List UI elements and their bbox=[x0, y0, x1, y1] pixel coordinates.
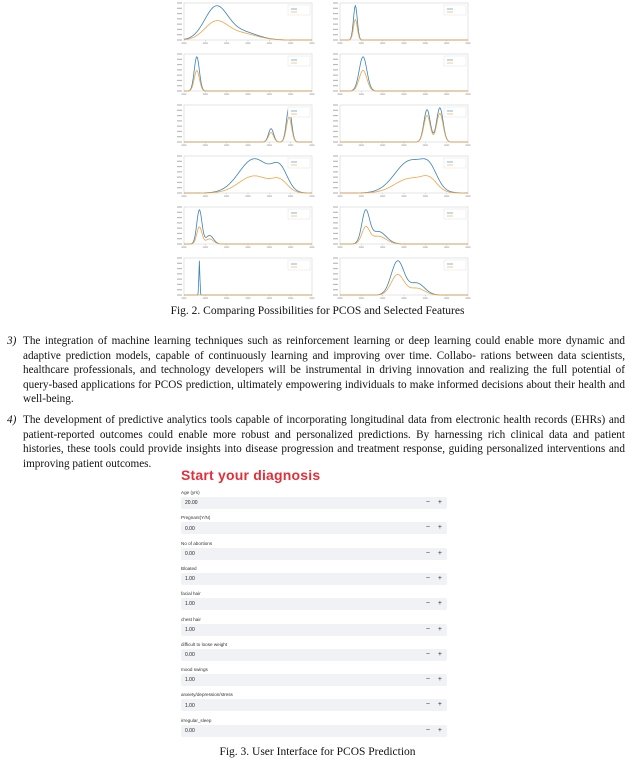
kde-plot-panel bbox=[326, 0, 472, 48]
y-tick-label-glyph bbox=[177, 243, 182, 244]
y-tick-label-glyph bbox=[333, 136, 338, 137]
number-input-field bbox=[181, 591, 447, 615]
y-tick-label-glyph bbox=[333, 64, 338, 65]
decrement-button[interactable]: − bbox=[425, 625, 430, 633]
density-curve-series-1 bbox=[340, 113, 468, 142]
field-value: 0.00 bbox=[185, 727, 195, 734]
x-tick-label-glyph bbox=[359, 247, 364, 248]
x-tick-label-glyph bbox=[423, 247, 428, 248]
y-tick-label-glyph bbox=[333, 53, 338, 54]
y-tick-label-glyph bbox=[177, 289, 182, 290]
y-tick-label-glyph bbox=[333, 257, 338, 258]
decrement-button[interactable]: − bbox=[425, 650, 430, 658]
y-tick-label-glyph bbox=[333, 161, 338, 162]
y-tick-label-glyph bbox=[177, 192, 182, 193]
increment-button[interactable]: + bbox=[437, 600, 442, 608]
y-tick-label-glyph bbox=[333, 24, 338, 25]
increment-button[interactable]: + bbox=[437, 499, 442, 506]
kde-plot-svg bbox=[326, 51, 472, 99]
y-tick-label-glyph bbox=[177, 212, 182, 213]
legend-box bbox=[288, 107, 310, 117]
y-tick-label-glyph bbox=[177, 263, 182, 264]
increment-button[interactable]: + bbox=[437, 625, 442, 633]
x-tick-label-glyph bbox=[182, 298, 187, 299]
y-tick-label-glyph bbox=[177, 53, 182, 54]
paragraph-text: The integration of machine learning techniques such as reinforcement learning or deep learning could enable more dynamic and adaptive prediction models, capable of continuously learning and improving over time. Collabo- rations between data scientists, healthcare professionals, and technology developers will be instrumental in driving innovation and realizing the full potential of query-based applications for PCOS prediction, ultimately empowering individuals to make informed decisions about their health and well-being. bbox=[23, 335, 625, 406]
legend-box bbox=[444, 260, 466, 270]
kde-plot-panel bbox=[170, 51, 316, 99]
x-tick-label-glyph bbox=[402, 94, 407, 95]
decrement-button[interactable]: − bbox=[425, 726, 430, 734]
y-tick-label-glyph bbox=[333, 217, 338, 218]
density-curve-series-1 bbox=[340, 274, 468, 295]
y-tick-label-glyph bbox=[333, 131, 338, 132]
x-tick-label-glyph bbox=[182, 196, 187, 197]
legend-box bbox=[444, 5, 466, 15]
y-tick-label-glyph bbox=[333, 263, 338, 264]
legend-box bbox=[288, 5, 310, 15]
x-tick-label-glyph bbox=[466, 247, 471, 248]
y-tick-label-glyph bbox=[333, 39, 338, 40]
field-label: facial hair bbox=[181, 591, 201, 597]
y-tick-label-glyph bbox=[177, 268, 182, 269]
y-tick-label-glyph bbox=[177, 217, 182, 218]
y-tick-label-glyph bbox=[333, 141, 338, 142]
x-tick-label-glyph bbox=[310, 43, 315, 44]
number-input[interactable] bbox=[181, 699, 447, 711]
y-tick-label-glyph bbox=[333, 289, 338, 290]
legend-box bbox=[444, 209, 466, 219]
kde-plot-svg bbox=[326, 102, 472, 150]
number-input-field bbox=[181, 692, 447, 716]
y-tick-label-glyph bbox=[177, 115, 182, 116]
y-tick-label-glyph bbox=[177, 228, 182, 229]
y-tick-label-glyph bbox=[333, 80, 338, 81]
y-tick-label-glyph bbox=[177, 85, 182, 86]
figure-3-app-screenshot bbox=[178, 470, 450, 744]
number-input[interactable] bbox=[181, 674, 447, 686]
x-tick-label-glyph bbox=[310, 247, 315, 248]
y-tick-label-glyph bbox=[333, 75, 338, 76]
page-title: Start your diagnosis bbox=[181, 470, 321, 483]
y-tick-label-glyph bbox=[333, 212, 338, 213]
number-input[interactable] bbox=[181, 497, 447, 509]
x-tick-label-glyph bbox=[288, 145, 293, 146]
x-tick-label-glyph bbox=[380, 94, 385, 95]
paragraph-item-4 bbox=[7, 413, 625, 471]
density-curve-series-1 bbox=[340, 70, 468, 91]
field-value: 1.00 bbox=[185, 677, 195, 684]
y-tick-label-glyph bbox=[333, 126, 338, 127]
legend-box bbox=[288, 260, 310, 270]
field-value: 1.00 bbox=[185, 601, 195, 608]
x-tick-label-glyph bbox=[310, 196, 315, 197]
y-tick-label-glyph bbox=[177, 238, 182, 239]
y-tick-label-glyph bbox=[333, 279, 338, 280]
field-value: 1.00 bbox=[185, 576, 195, 583]
x-tick-label-glyph bbox=[246, 196, 251, 197]
density-curve-series-1 bbox=[184, 70, 312, 91]
x-tick-label-glyph bbox=[466, 298, 471, 299]
y-tick-label-glyph bbox=[333, 90, 338, 91]
kde-plot-panel bbox=[326, 153, 472, 201]
x-tick-label-glyph bbox=[288, 196, 293, 197]
y-tick-label-glyph bbox=[177, 24, 182, 25]
y-tick-label-glyph bbox=[333, 222, 338, 223]
x-tick-label-glyph bbox=[338, 145, 343, 146]
y-tick-label-glyph bbox=[177, 75, 182, 76]
x-tick-label-glyph bbox=[338, 298, 343, 299]
kde-plot-svg bbox=[326, 153, 472, 201]
x-tick-label-glyph bbox=[288, 43, 293, 44]
x-tick-label-glyph bbox=[310, 145, 315, 146]
x-tick-label-glyph bbox=[466, 43, 471, 44]
y-tick-label-glyph bbox=[177, 13, 182, 14]
number-input-field bbox=[181, 566, 447, 590]
kde-plot-panel bbox=[326, 255, 472, 303]
y-tick-label-glyph bbox=[333, 233, 338, 234]
y-tick-label-glyph bbox=[177, 64, 182, 65]
x-tick-label-glyph bbox=[423, 94, 428, 95]
x-tick-label-glyph bbox=[380, 247, 385, 248]
figure-2-caption: Fig. 2. Comparing Possibilities for PCOS and Selected Features bbox=[170, 305, 465, 317]
kde-plot-svg bbox=[326, 0, 472, 48]
x-tick-label-glyph bbox=[310, 94, 315, 95]
y-tick-label-glyph bbox=[333, 171, 338, 172]
y-tick-label-glyph bbox=[177, 233, 182, 234]
y-tick-label-glyph bbox=[333, 13, 338, 14]
field-label: chest hair bbox=[181, 616, 201, 622]
y-tick-label-glyph bbox=[177, 34, 182, 35]
y-tick-label-glyph bbox=[333, 243, 338, 244]
x-tick-label-glyph bbox=[246, 298, 251, 299]
number-input[interactable] bbox=[181, 624, 447, 636]
x-tick-label-glyph bbox=[423, 145, 428, 146]
legend-box bbox=[288, 209, 310, 219]
y-tick-label-glyph bbox=[333, 115, 338, 116]
y-tick-label-glyph bbox=[333, 110, 338, 111]
density-curve-series-1 bbox=[184, 176, 312, 193]
decrement-button[interactable]: − bbox=[425, 574, 430, 582]
x-tick-label-glyph bbox=[359, 43, 364, 44]
increment-button[interactable]: + bbox=[437, 524, 442, 532]
y-tick-label-glyph bbox=[333, 268, 338, 269]
y-tick-label-glyph bbox=[177, 18, 182, 19]
legend-box bbox=[444, 107, 466, 117]
x-tick-label-glyph bbox=[444, 43, 449, 44]
y-tick-label-glyph bbox=[177, 177, 182, 178]
y-tick-label-glyph bbox=[333, 29, 338, 30]
paragraph-number: 3) bbox=[7, 335, 17, 347]
number-input[interactable] bbox=[181, 725, 447, 737]
x-tick-label-glyph bbox=[466, 145, 471, 146]
legend-box bbox=[288, 158, 310, 168]
y-tick-label-glyph bbox=[333, 166, 338, 167]
x-tick-label-glyph bbox=[444, 298, 449, 299]
y-tick-label-glyph bbox=[333, 187, 338, 188]
x-tick-label-glyph bbox=[402, 196, 407, 197]
x-tick-label-glyph bbox=[402, 298, 407, 299]
y-tick-label-glyph bbox=[333, 85, 338, 86]
x-tick-label-glyph bbox=[466, 196, 471, 197]
x-tick-label-glyph bbox=[182, 247, 187, 248]
y-tick-label-glyph bbox=[333, 2, 338, 3]
number-input-field bbox=[181, 490, 447, 514]
legend-box bbox=[444, 56, 466, 66]
x-tick-label-glyph bbox=[380, 196, 385, 197]
field-label: irregular_sleep bbox=[181, 717, 212, 723]
y-tick-label-glyph bbox=[333, 228, 338, 229]
number-input-field bbox=[181, 617, 447, 641]
paragraph-text: The development of predictive analytics tools capable of incorporating longitudinal data from electronic health records (EHRs) and patient-reported outcomes could enable more robust and personalized predictions. By harnessing rich clinical data and patient histories, these tools could provide insights into disease progression and treatment response, guiding personalized interventions and improving patient outcomes. bbox=[23, 414, 625, 470]
x-tick-label-glyph bbox=[182, 145, 187, 146]
x-tick-label-glyph bbox=[338, 43, 343, 44]
x-tick-label-glyph bbox=[444, 145, 449, 146]
field-label: Bloated bbox=[181, 565, 197, 571]
field-value: 0.00 bbox=[185, 652, 195, 659]
decrement-button[interactable]: − bbox=[425, 701, 430, 709]
kde-plot-svg bbox=[170, 102, 316, 150]
x-tick-label-glyph bbox=[224, 196, 229, 197]
number-input[interactable] bbox=[181, 548, 447, 560]
y-tick-label-glyph bbox=[177, 120, 182, 121]
y-tick-label-glyph bbox=[177, 104, 182, 105]
x-tick-label-glyph bbox=[203, 298, 208, 299]
x-tick-label-glyph bbox=[359, 298, 364, 299]
y-tick-label-glyph bbox=[177, 284, 182, 285]
figure-2-kde-grid bbox=[170, 0, 470, 302]
kde-plot-panel bbox=[326, 51, 472, 99]
y-tick-label-glyph bbox=[177, 257, 182, 258]
y-tick-label-glyph bbox=[177, 29, 182, 30]
x-tick-label-glyph bbox=[246, 94, 251, 95]
y-tick-label-glyph bbox=[333, 177, 338, 178]
field-label: Pregnant(Y/N) bbox=[181, 515, 211, 521]
y-tick-label-glyph bbox=[333, 284, 338, 285]
number-input-field bbox=[181, 541, 447, 565]
y-tick-label-glyph bbox=[177, 279, 182, 280]
kde-plot-svg bbox=[170, 51, 316, 99]
x-tick-label-glyph bbox=[310, 298, 315, 299]
kde-plot-panel bbox=[170, 255, 316, 303]
x-tick-label-glyph bbox=[267, 145, 272, 146]
x-tick-label-glyph bbox=[267, 196, 272, 197]
increment-button[interactable]: + bbox=[437, 549, 442, 557]
y-tick-label-glyph bbox=[177, 90, 182, 91]
y-tick-label-glyph bbox=[177, 166, 182, 167]
x-tick-label-glyph bbox=[359, 94, 364, 95]
paragraph-item-3 bbox=[7, 334, 625, 407]
x-tick-label-glyph bbox=[267, 247, 272, 248]
field-label: mood swings bbox=[181, 667, 208, 673]
field-label: Age (yrs) bbox=[181, 490, 200, 495]
x-tick-label-glyph bbox=[380, 43, 385, 44]
x-tick-label-glyph bbox=[203, 43, 208, 44]
x-tick-label-glyph bbox=[288, 247, 293, 248]
y-tick-label-glyph bbox=[177, 182, 182, 183]
x-tick-label-glyph bbox=[203, 247, 208, 248]
x-tick-label-glyph bbox=[444, 196, 449, 197]
y-tick-label-glyph bbox=[177, 2, 182, 3]
y-tick-label-glyph bbox=[177, 131, 182, 132]
x-tick-label-glyph bbox=[288, 298, 293, 299]
kde-plot-panel bbox=[326, 204, 472, 252]
kde-plot-svg bbox=[170, 255, 316, 303]
field-value: 20.00 bbox=[185, 500, 198, 507]
y-tick-label-glyph bbox=[177, 161, 182, 162]
legend-box bbox=[288, 56, 310, 66]
x-tick-label-glyph bbox=[246, 43, 251, 44]
x-tick-label-glyph bbox=[267, 94, 272, 95]
y-tick-label-glyph bbox=[177, 141, 182, 142]
y-tick-label-glyph bbox=[333, 294, 338, 295]
x-tick-label-glyph bbox=[402, 247, 407, 248]
kde-plot-svg bbox=[326, 255, 472, 303]
y-tick-label-glyph bbox=[333, 104, 338, 105]
x-tick-label-glyph bbox=[246, 247, 251, 248]
kde-plot-svg bbox=[170, 153, 316, 201]
field-value: 1.00 bbox=[185, 626, 195, 633]
x-tick-label-glyph bbox=[359, 145, 364, 146]
y-tick-label-glyph bbox=[333, 182, 338, 183]
x-tick-label-glyph bbox=[203, 196, 208, 197]
x-tick-label-glyph bbox=[359, 196, 364, 197]
field-label: difficult to loose weight bbox=[181, 641, 228, 647]
x-tick-label-glyph bbox=[288, 94, 293, 95]
y-tick-label-glyph bbox=[177, 136, 182, 137]
number-input-field bbox=[181, 515, 447, 539]
number-input-field bbox=[181, 667, 447, 691]
x-tick-label-glyph bbox=[338, 247, 343, 248]
x-tick-label-glyph bbox=[380, 298, 385, 299]
y-tick-label-glyph bbox=[177, 206, 182, 207]
y-tick-label-glyph bbox=[177, 294, 182, 295]
increment-button[interactable]: + bbox=[437, 650, 442, 658]
y-tick-label-glyph bbox=[177, 126, 182, 127]
x-tick-label-glyph bbox=[182, 94, 187, 95]
x-tick-label-glyph bbox=[338, 94, 343, 95]
field-label: No of abortions bbox=[181, 540, 213, 546]
field-value: 1.00 bbox=[185, 702, 195, 709]
x-tick-label-glyph bbox=[224, 298, 229, 299]
increment-button[interactable]: + bbox=[437, 676, 442, 684]
kde-plot-panel bbox=[170, 204, 316, 252]
x-tick-label-glyph bbox=[444, 94, 449, 95]
increment-button[interactable]: + bbox=[437, 574, 442, 582]
x-tick-label-glyph bbox=[224, 94, 229, 95]
x-tick-label-glyph bbox=[423, 298, 428, 299]
y-tick-label-glyph bbox=[177, 110, 182, 111]
decrement-button[interactable]: − bbox=[425, 499, 430, 506]
density-curve-series-1 bbox=[184, 21, 312, 40]
x-tick-label-glyph bbox=[423, 43, 428, 44]
y-tick-label-glyph bbox=[333, 206, 338, 207]
number-input[interactable] bbox=[181, 649, 447, 661]
decrement-button[interactable]: − bbox=[425, 676, 430, 684]
x-tick-label-glyph bbox=[224, 43, 229, 44]
y-tick-label-glyph bbox=[333, 120, 338, 121]
field-value: 0.00 bbox=[185, 525, 195, 532]
x-tick-label-glyph bbox=[338, 196, 343, 197]
y-tick-label-glyph bbox=[177, 59, 182, 60]
x-tick-label-glyph bbox=[267, 43, 272, 44]
x-tick-label-glyph bbox=[267, 298, 272, 299]
x-tick-label-glyph bbox=[380, 145, 385, 146]
x-tick-label-glyph bbox=[224, 247, 229, 248]
y-tick-label-glyph bbox=[177, 80, 182, 81]
kde-plot-panel bbox=[326, 102, 472, 150]
x-tick-label-glyph bbox=[203, 145, 208, 146]
y-tick-label-glyph bbox=[177, 187, 182, 188]
x-tick-label-glyph bbox=[182, 43, 187, 44]
y-tick-label-glyph bbox=[333, 18, 338, 19]
density-curve-series-1 bbox=[340, 176, 468, 193]
y-tick-label-glyph bbox=[177, 222, 182, 223]
x-tick-label-glyph bbox=[224, 145, 229, 146]
x-tick-label-glyph bbox=[466, 94, 471, 95]
number-input[interactable] bbox=[181, 598, 447, 610]
y-tick-label-glyph bbox=[333, 59, 338, 60]
x-tick-label-glyph bbox=[203, 94, 208, 95]
y-tick-label-glyph bbox=[333, 238, 338, 239]
increment-button[interactable]: + bbox=[437, 701, 442, 709]
y-tick-label-glyph bbox=[333, 8, 338, 9]
y-tick-label-glyph bbox=[177, 69, 182, 70]
y-tick-label-glyph bbox=[177, 8, 182, 9]
x-tick-label-glyph bbox=[423, 196, 428, 197]
x-tick-label-glyph bbox=[402, 43, 407, 44]
kde-plot-panel bbox=[170, 0, 316, 48]
number-input[interactable] bbox=[181, 573, 447, 585]
y-tick-label-glyph bbox=[333, 192, 338, 193]
number-input-field bbox=[181, 642, 447, 666]
increment-button[interactable]: + bbox=[437, 726, 442, 734]
field-label: anxiety/depression/stress bbox=[181, 692, 233, 698]
x-tick-label-glyph bbox=[246, 145, 251, 146]
field-value: 0.00 bbox=[185, 550, 195, 557]
decrement-button[interactable]: − bbox=[425, 600, 430, 608]
figure-3-caption: Fig. 3. User Interface for PCOS Prediction bbox=[219, 746, 416, 758]
y-tick-label-glyph bbox=[333, 34, 338, 35]
y-tick-label-glyph bbox=[177, 273, 182, 274]
legend-box bbox=[444, 158, 466, 168]
kde-plot-panel bbox=[170, 102, 316, 150]
decrement-button[interactable]: − bbox=[425, 549, 430, 557]
x-tick-label-glyph bbox=[444, 247, 449, 248]
number-input-field bbox=[181, 718, 447, 742]
paragraph-number: 4) bbox=[7, 414, 17, 426]
y-tick-label-glyph bbox=[333, 155, 338, 156]
kde-plot-panel bbox=[170, 153, 316, 201]
y-tick-label-glyph bbox=[177, 39, 182, 40]
decrement-button[interactable]: − bbox=[425, 524, 430, 532]
y-tick-label-glyph bbox=[333, 273, 338, 274]
y-tick-label-glyph bbox=[177, 171, 182, 172]
x-tick-label-glyph bbox=[402, 145, 407, 146]
density-curve-series-1 bbox=[340, 19, 468, 40]
kde-plot-svg bbox=[170, 0, 316, 48]
number-input[interactable] bbox=[181, 522, 447, 534]
y-tick-label-glyph bbox=[333, 69, 338, 70]
y-tick-label-glyph bbox=[177, 155, 182, 156]
kde-plot-svg bbox=[326, 204, 472, 252]
kde-plot-svg bbox=[170, 204, 316, 252]
